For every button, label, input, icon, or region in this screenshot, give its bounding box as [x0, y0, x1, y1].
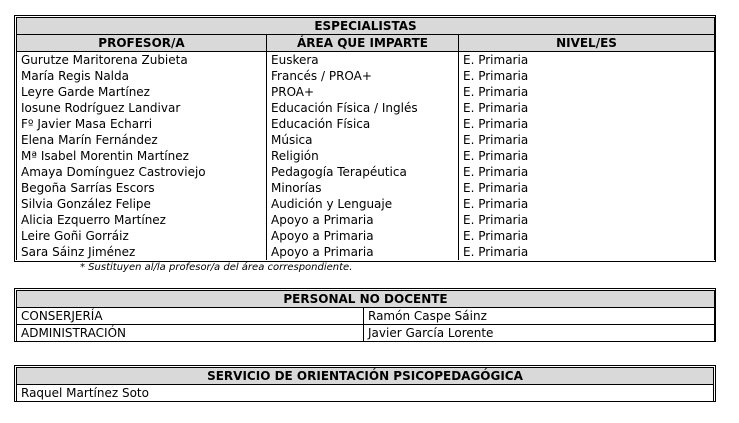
table-cell: Leire Goñi Gorráiz — [17, 228, 267, 244]
table-cell: Apoyo a Primaria — [267, 244, 459, 260]
table-cell: E. Primaria — [459, 244, 715, 260]
table-cell: Pedagogía Terapéutica — [267, 164, 459, 180]
table-cell: Fº Javier Masa Echarri — [17, 116, 267, 132]
table-cell: María Regis Nalda — [17, 68, 267, 84]
header-nivel: NIVEL/ES — [459, 35, 715, 52]
especialistas-note: * Sustituyen al/la profesor/a del área correspondiente. — [80, 262, 353, 273]
table-cell: CONSERJERÍA — [17, 308, 364, 325]
table-cell: E. Primaria — [459, 164, 715, 180]
table-cell: Mª Isabel Morentin Martínez — [17, 148, 267, 164]
personal-no-docente-title: PERSONAL NO DOCENTE — [17, 291, 715, 308]
table-cell: Minorías — [267, 180, 459, 196]
table-cell: Apoyo a Primaria — [267, 228, 459, 244]
especialistas-table — [14, 15, 716, 262]
table-row — [17, 68, 715, 84]
table-cell: E. Primaria — [459, 116, 715, 132]
table-cell: E. Primaria — [459, 228, 715, 244]
table-cell: Silvia González Felipe — [17, 196, 267, 212]
table-cell: E. Primaria — [459, 68, 715, 84]
table-cell: Francés / PROA+ — [267, 68, 459, 84]
table-cell: Leyre Garde Martínez — [17, 84, 267, 100]
table-cell: Elena Marín Fernández — [17, 132, 267, 148]
table-cell: E. Primaria — [459, 84, 715, 100]
table-cell: E. Primaria — [459, 180, 715, 196]
orientacion-title: SERVICIO DE ORIENTACIÓN PSICOPEDAGÓGICA — [17, 368, 714, 385]
table-row — [17, 164, 715, 180]
table-row — [17, 100, 715, 116]
table-cell: Javier García Lorente — [364, 325, 715, 342]
header-area: ÁREA QUE IMPARTE — [267, 35, 459, 52]
table-cell: Educación Física — [267, 116, 459, 132]
table-row — [17, 385, 714, 402]
header-profesor: PROFESOR/A — [17, 35, 267, 52]
table-cell: Ramón Caspe Sáinz — [364, 308, 715, 325]
table-row — [17, 148, 715, 164]
table-row — [17, 116, 715, 132]
table-row — [17, 308, 715, 325]
table-row — [17, 325, 715, 342]
table-cell: Iosune Rodríguez Landivar — [17, 100, 267, 116]
table-cell: Euskera — [267, 52, 459, 69]
table-cell: Religión — [267, 148, 459, 164]
table-row — [17, 180, 715, 196]
table-row — [17, 196, 715, 212]
table-cell: E. Primaria — [459, 148, 715, 164]
table-cell: Sara Sáinz Jiménez — [17, 244, 267, 260]
especialistas-title: ESPECIALISTAS — [17, 18, 715, 35]
table-cell: Gurutze Maritorena Zubieta — [17, 52, 267, 69]
table-cell: ADMINISTRACIÓN — [17, 325, 364, 342]
table-row — [17, 212, 715, 228]
table-cell: Amaya Domínguez Castroviejo — [17, 164, 267, 180]
table-row — [17, 228, 715, 244]
table-cell: Begoña Sarrías Escors — [17, 180, 267, 196]
table-cell: Apoyo a Primaria — [267, 212, 459, 228]
personal-no-docente-table — [14, 288, 716, 342]
table-cell: Educación Física / Inglés — [267, 100, 459, 116]
table-cell: E. Primaria — [459, 196, 715, 212]
table-row — [17, 132, 715, 148]
table-cell: Alicia Ezquerro Martínez — [17, 212, 267, 228]
orientacion-table — [14, 365, 716, 402]
table-row — [17, 84, 715, 100]
table-cell: E. Primaria — [459, 132, 715, 148]
table-cell: Música — [267, 132, 459, 148]
table-row — [17, 52, 715, 69]
table-cell: Audición y Lenguaje — [267, 196, 459, 212]
table-row — [17, 244, 715, 260]
table-cell: E. Primaria — [459, 52, 715, 69]
table-cell: Raquel Martínez Soto — [17, 385, 714, 402]
table-cell: PROA+ — [267, 84, 459, 100]
table-cell: E. Primaria — [459, 212, 715, 228]
table-cell: E. Primaria — [459, 100, 715, 116]
